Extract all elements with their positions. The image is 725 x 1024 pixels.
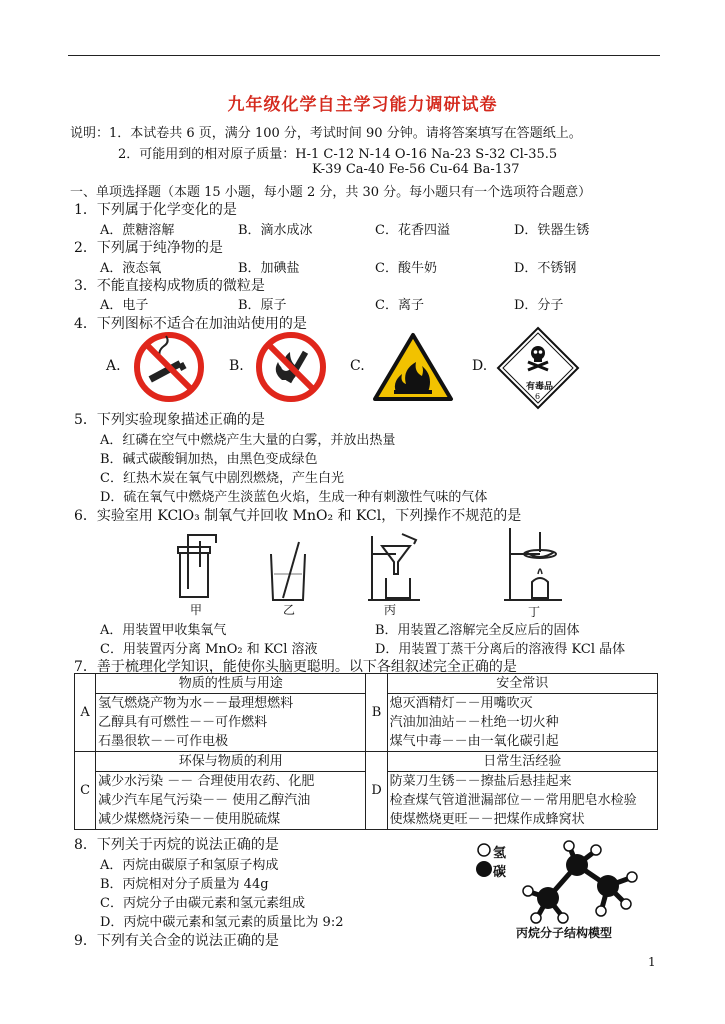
apparatus-label-bing: 丙 <box>384 603 397 617</box>
q2-option-d: D．不锈钢 <box>514 261 577 276</box>
table-cell: 石墨很软－－可作电极 <box>96 732 366 752</box>
question-8-stem: 8．下列关于丙烷的说法正确的是 <box>74 837 279 853</box>
q1-option-a: A．蔗糖溶解 <box>100 223 175 238</box>
poison-sign-text: 有毒品 <box>526 382 554 392</box>
notes-line-3: K-39 Ca-40 Fe-56 Cu-64 Ba-137 <box>312 162 520 177</box>
question-5-stem: 5．下列实验现象描述正确的是 <box>74 412 265 428</box>
header-rule <box>68 55 660 56</box>
q3-option-d: D．分子 <box>514 298 564 313</box>
q6-option-c: C．用装置丙分离 MnO₂ 和 KCl 溶液 <box>100 642 318 657</box>
table-heading-a: 物质的性质与用途 <box>96 674 366 694</box>
q2-option-b: B．加碘盐 <box>238 261 300 276</box>
filtration-setup-icon <box>366 530 424 602</box>
table-cell: 检查煤气管道泄漏部位－－常用肥皂水检验 <box>387 791 657 810</box>
apparatus-label-yi: 乙 <box>283 603 296 617</box>
q2-option-c: C．酸牛奶 <box>375 261 437 276</box>
model-caption: 丙烷分子结构模型 <box>516 926 613 940</box>
knowledge-table <box>74 673 658 830</box>
evaporation-setup-icon <box>500 526 566 602</box>
q4-label-b: B. <box>229 358 244 374</box>
question-2-stem: 2．下列属于纯净物的是 <box>74 240 223 256</box>
table-heading-b: 安全常识 <box>387 674 657 694</box>
q1-option-c: C．花香四溢 <box>375 223 450 238</box>
notes-line-2: 2．可能用到的相对原子质量：H-1 C-12 N-14 O-16 Na-23 S-32 Cl-35.5 <box>118 147 558 162</box>
q8-option-c: C．丙烷分子由碳元素和氢元素组成 <box>100 896 305 911</box>
legend-carbon-label: 碳 <box>493 865 507 880</box>
notes-line-1: 说明：1．本试卷共 6 页，满分 100 分，考试时间 90 分钟。请将答案填写在答题纸上。 <box>70 126 582 141</box>
table-cell: 氢气燃烧产物为水－－最理想燃料 <box>96 694 366 714</box>
table-cell: 防菜刀生锈－－擦盐后悬挂起来 <box>387 772 657 792</box>
q5-option-c: C．红热木炭在氧气中剧烈燃烧，产生白光 <box>100 471 344 486</box>
table-cell: 使煤燃烧更旺－－把煤作成蜂窝状 <box>387 810 657 830</box>
table-cell: 汽油加油站－－杜绝一切火种 <box>387 713 657 732</box>
q3-option-c: C．离子 <box>375 298 424 313</box>
apparatus-label-jia: 甲 <box>190 603 203 617</box>
table-cell: 减少汽车尾气污染－－ 使用乙醇汽油 <box>96 791 366 810</box>
gas-collection-bottle-icon <box>172 533 222 601</box>
q6-option-b: B．用装置乙溶解完全反应后的固体 <box>375 623 580 638</box>
question-6-stem: 6．实验室用 KClO₃ 制氧气并回收 MnO₂ 和 KCl，下列操作不规范的是 <box>74 508 522 524</box>
row-label-c: C <box>75 752 96 830</box>
table-cell: 减少煤燃烧污染－－使用脱硫煤 <box>96 810 366 830</box>
page-number: 1 <box>648 955 656 969</box>
table-heading-d: 日常生活经验 <box>387 752 657 772</box>
q6-option-d: D．用装置丁蒸干分离后的溶液得 KCl 晶体 <box>375 642 626 657</box>
table-cell: 减少水污染 －－ 合理使用农药、化肥 <box>96 772 366 792</box>
q8-option-d: D．丙烷中碳元素和氢元素的质量比为 9:2 <box>100 915 344 930</box>
q6-option-a: A．用装置甲收集氧气 <box>100 623 227 638</box>
q2-option-a: A．液态氧 <box>100 261 162 276</box>
no-smoking-sign-icon <box>132 330 206 404</box>
row-label-d: D <box>366 752 387 830</box>
table-heading-c: 环保与物质的利用 <box>96 752 366 772</box>
question-4-stem: 4．下列图标不适合在加油站使用的是 <box>74 316 307 332</box>
q5-option-a: A．红磷在空气中燃烧产生大量的白雾，并放出热量 <box>100 433 396 448</box>
question-1-stem: 1．下列属于化学变化的是 <box>74 202 237 218</box>
q4-label-a: A. <box>106 358 121 374</box>
no-open-flame-sign-icon <box>254 330 328 404</box>
q1-option-b: B．滴水成冰 <box>238 223 313 238</box>
table-cell: 乙醇具有可燃性－－可作燃料 <box>96 713 366 732</box>
legend-hydrogen-label: 氢 <box>493 846 507 861</box>
question-3-stem: 3．不能直接构成物质的微粒是 <box>74 278 265 294</box>
q3-option-b: B．原子 <box>238 298 287 313</box>
table-cell: 熄灭酒精灯－－用嘴吹灭 <box>387 694 657 714</box>
row-label-b: B <box>366 674 387 752</box>
q4-label-c: C. <box>350 358 365 374</box>
q8-option-a: A．丙烷由碳原子和氢原子构成 <box>100 858 279 873</box>
poison-sign-number: 6 <box>535 392 541 401</box>
q1-option-d: D．铁器生锈 <box>514 223 590 238</box>
section-heading: 一、单项选择题（本题 15 小题，每小题 2 分，共 30 分。每小题只有一个选项符合题意） <box>70 185 592 200</box>
page-title: 九年级化学自主学习能力调研试卷 <box>227 95 498 115</box>
flammable-warning-sign-icon <box>372 332 454 402</box>
q3-option-a: A．电子 <box>100 298 149 313</box>
q8-option-b: B．丙烷相对分子质量为 44g <box>100 877 269 892</box>
q5-option-d: D．硫在氧气中燃烧产生淡蓝色火焰，生成一种有刺激性气味的气体 <box>100 490 488 505</box>
question-9-stem: 9．下列有关合金的说法正确的是 <box>74 933 279 949</box>
row-label-a: A <box>75 674 96 752</box>
question-7-stem: 7．善于梳理化学知识，能使你头脑更聪明。以下各组叙述完全正确的是 <box>74 659 517 675</box>
q5-option-b: B．碱式碳酸铜加热，由黑色变成绿色 <box>100 452 318 467</box>
beaker-with-rod-icon <box>265 540 315 602</box>
table-cell: 煤气中毒－－由一氧化碳引起 <box>387 732 657 752</box>
apparatus-label-ding: 丁 <box>528 605 541 619</box>
q4-label-d: D. <box>472 358 488 374</box>
